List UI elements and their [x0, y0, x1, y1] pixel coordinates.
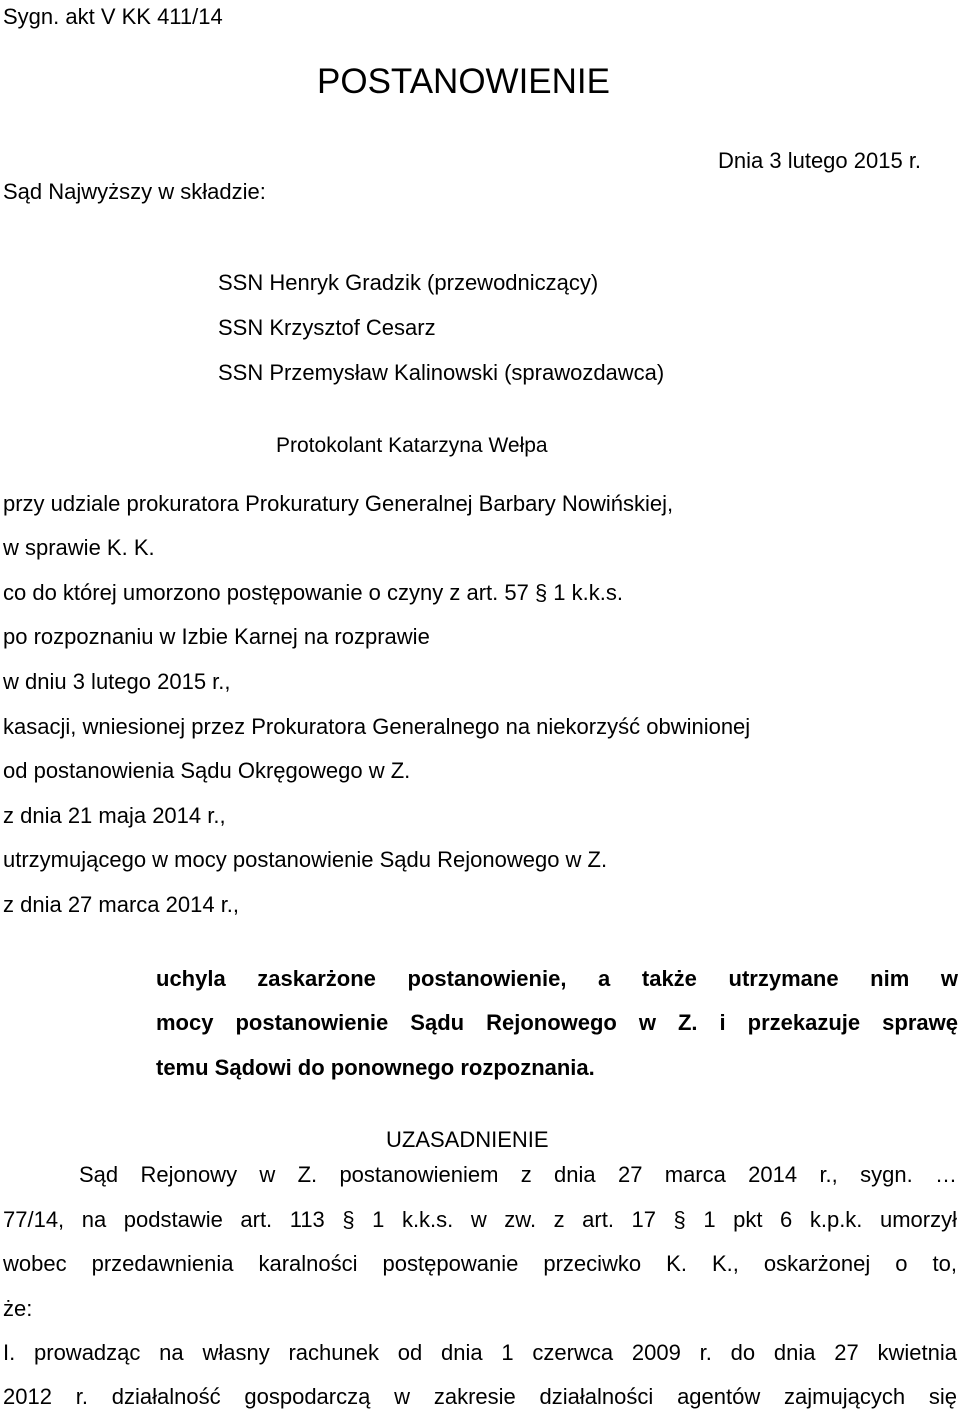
intro-line: po rozpoznaniu w Izbie Karnej na rozprawie — [3, 624, 430, 649]
intro-line: z dnia 27 marca 2014 r., — [3, 892, 240, 917]
judge-rapporteur: SSN Przemysław Kalinowski (sprawozdawca) — [218, 360, 665, 385]
justification-line: 77/14, na podstawie art. 113 § 1 k.k.s. w zw. z art. 17 § 1 pkt 6 k.p.k. umorzył — [3, 1207, 957, 1232]
intro-line: kasacji, wniesionej przez Prokuratora Generalnego na niekorzyść obwinionej — [3, 714, 751, 739]
document-title: POSTANOWIENIE — [317, 62, 610, 101]
court-composition-label: Sąd Najwyższy w składzie: — [3, 179, 266, 204]
justification-line: wobec przedawnienia karalności postępowanie przeciwko K. K., oskarżonej o to, — [3, 1251, 957, 1276]
justification-line: 2012 r. działalność gospodarczą w zakresie działalności agentów zajmujących się — [3, 1384, 957, 1409]
justification-heading: UZASADNIENIE — [386, 1127, 549, 1152]
ruling-line: temu Sądowi do ponownego rozpoznania. — [156, 1055, 595, 1080]
intro-line: w sprawie K. K. — [3, 535, 155, 560]
ruling-line: uchyla zaskarżone postanowienie, a także utrzymane nim w — [156, 966, 958, 991]
judge-presiding: SSN Henryk Gradzik (przewodniczący) — [218, 270, 599, 295]
case-signature: Sygn. akt V KK 411/14 — [3, 4, 223, 29]
judge: SSN Krzysztof Cesarz — [218, 315, 436, 340]
ruling-date: Dnia 3 lutego 2015 r. — [718, 148, 922, 173]
intro-line: z dnia 21 maja 2014 r., — [3, 803, 226, 828]
justification-line: że: — [3, 1296, 33, 1321]
justification-line: I. prowadząc na własny rachunek od dnia 1 czerwca 2009 r. do dnia 27 kwietnia — [3, 1340, 957, 1365]
clerk-line: Protokolant Katarzyna Wełpa — [276, 434, 548, 457]
ruling-line: mocy postanowienie Sądu Rejonowego w Z. i przekazuje sprawę — [156, 1010, 958, 1035]
intro-line: co do której umorzono postępowanie o czyny z art. 57 § 1 k.k.s. — [3, 580, 623, 605]
intro-line: przy udziale prokuratora Prokuratury Generalnej Barbary Nowińskiej, — [3, 491, 674, 516]
intro-line: w dniu 3 lutego 2015 r., — [3, 669, 231, 694]
justification-line: Sąd Rejonowy w Z. postanowieniem z dnia 27 marca 2014 r., sygn. … — [79, 1162, 957, 1187]
intro-line: od postanowienia Sądu Okręgowego w Z. — [3, 758, 411, 783]
intro-line: utrzymującego w mocy postanowienie Sądu Rejonowego w Z. — [3, 847, 608, 872]
